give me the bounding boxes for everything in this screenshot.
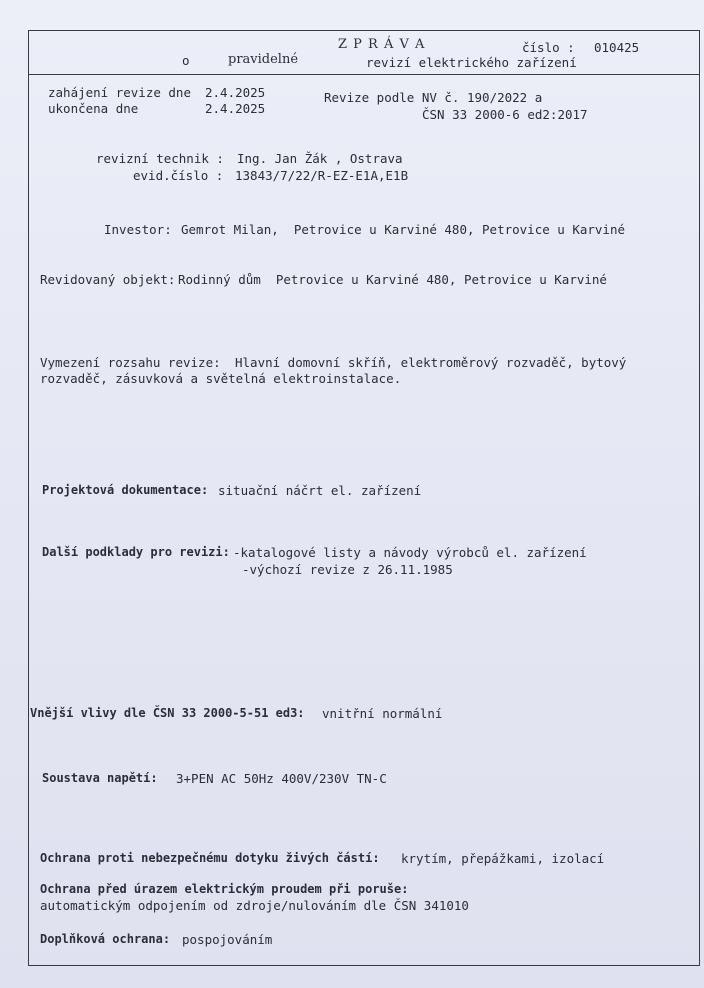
- protection-fault-label: Ochrana před úrazem elektrickým proudem při poruše:: [40, 882, 409, 896]
- header-divider: [28, 74, 700, 75]
- regulation-line-2: ČSN 33 2000-6 ed2:2017: [422, 107, 588, 122]
- voltage-system-label: Soustava napětí:: [42, 771, 158, 785]
- external-influences-value: vnitřní normální: [322, 706, 443, 721]
- start-date-value: 2.4.2025: [205, 85, 266, 100]
- protection-live-label: Ochrana proti nebezpečnému dotyku živých částí:: [40, 851, 380, 865]
- technician-value: Ing. Jan Žák , Ostrava: [237, 151, 403, 166]
- additional-protection-value: pospojováním: [182, 932, 273, 947]
- evid-number-value: 13843/7/22/R-EZ-E1A,E1B: [235, 168, 409, 183]
- project-docs-label: Projektová dokumentace:: [42, 483, 209, 497]
- report-number-value: 010425: [594, 40, 640, 55]
- object-label: Revidovaný objekt:: [40, 272, 176, 287]
- additional-protection-label: Doplňková ochrana:: [40, 932, 171, 946]
- report-type-label: pravidelné: [228, 52, 299, 67]
- project-docs-value: situační náčrt el. zařízení: [218, 483, 422, 498]
- end-date-value: 2.4.2025: [205, 101, 266, 116]
- report-subtitle: revizí elektrického zařízení: [366, 55, 577, 70]
- scope-line-1: Hlavní domovní skříň, elektroměrový rozvaděč, bytový: [235, 355, 627, 370]
- regulation-line-1: Revize podle NV č. 190/2022 a: [324, 90, 543, 105]
- external-influences-label: Vnější vlivy dle ČSN 33 2000-5-51 ed3:: [30, 706, 305, 720]
- other-docs-label: Další podklady pro revizi:: [42, 545, 230, 559]
- other-docs-line-2: -výchozí revize z 26.11.1985: [242, 562, 453, 577]
- checkbox-circle: o: [182, 53, 190, 68]
- scope-line-2: rozvaděč, zásuvková a světelná elektroinstalace.: [40, 371, 402, 386]
- report-number-label: číslo :: [522, 40, 575, 55]
- report-title: Z P R Á V A: [338, 37, 426, 52]
- evid-number-label: evid.číslo :: [133, 168, 224, 183]
- investor-label: Investor:: [104, 222, 172, 237]
- scope-label: Vymezení rozsahu revize:: [40, 355, 221, 370]
- protection-live-value: krytím, přepážkami, izolací: [401, 851, 605, 866]
- investor-value: Gemrot Milan, Petrovice u Karviné 480, Petrovice u Karviné: [181, 222, 626, 237]
- object-value: Rodinný dům Petrovice u Karviné 480, Petrovice u Karviné: [178, 272, 607, 287]
- start-date-label: zahájení revize dne: [48, 85, 191, 100]
- protection-fault-value: automatickým odpojením od zdroje/nulováním dle ČSN 341010: [40, 898, 469, 913]
- voltage-system-value: 3+PEN AC 50Hz 400V/230V TN-C: [176, 771, 387, 786]
- technician-label: revizní technik :: [96, 151, 224, 166]
- other-docs-line-1: -katalogové listy a návody výrobců el. zařízení: [233, 545, 587, 560]
- end-date-label: ukončena dne: [48, 101, 139, 116]
